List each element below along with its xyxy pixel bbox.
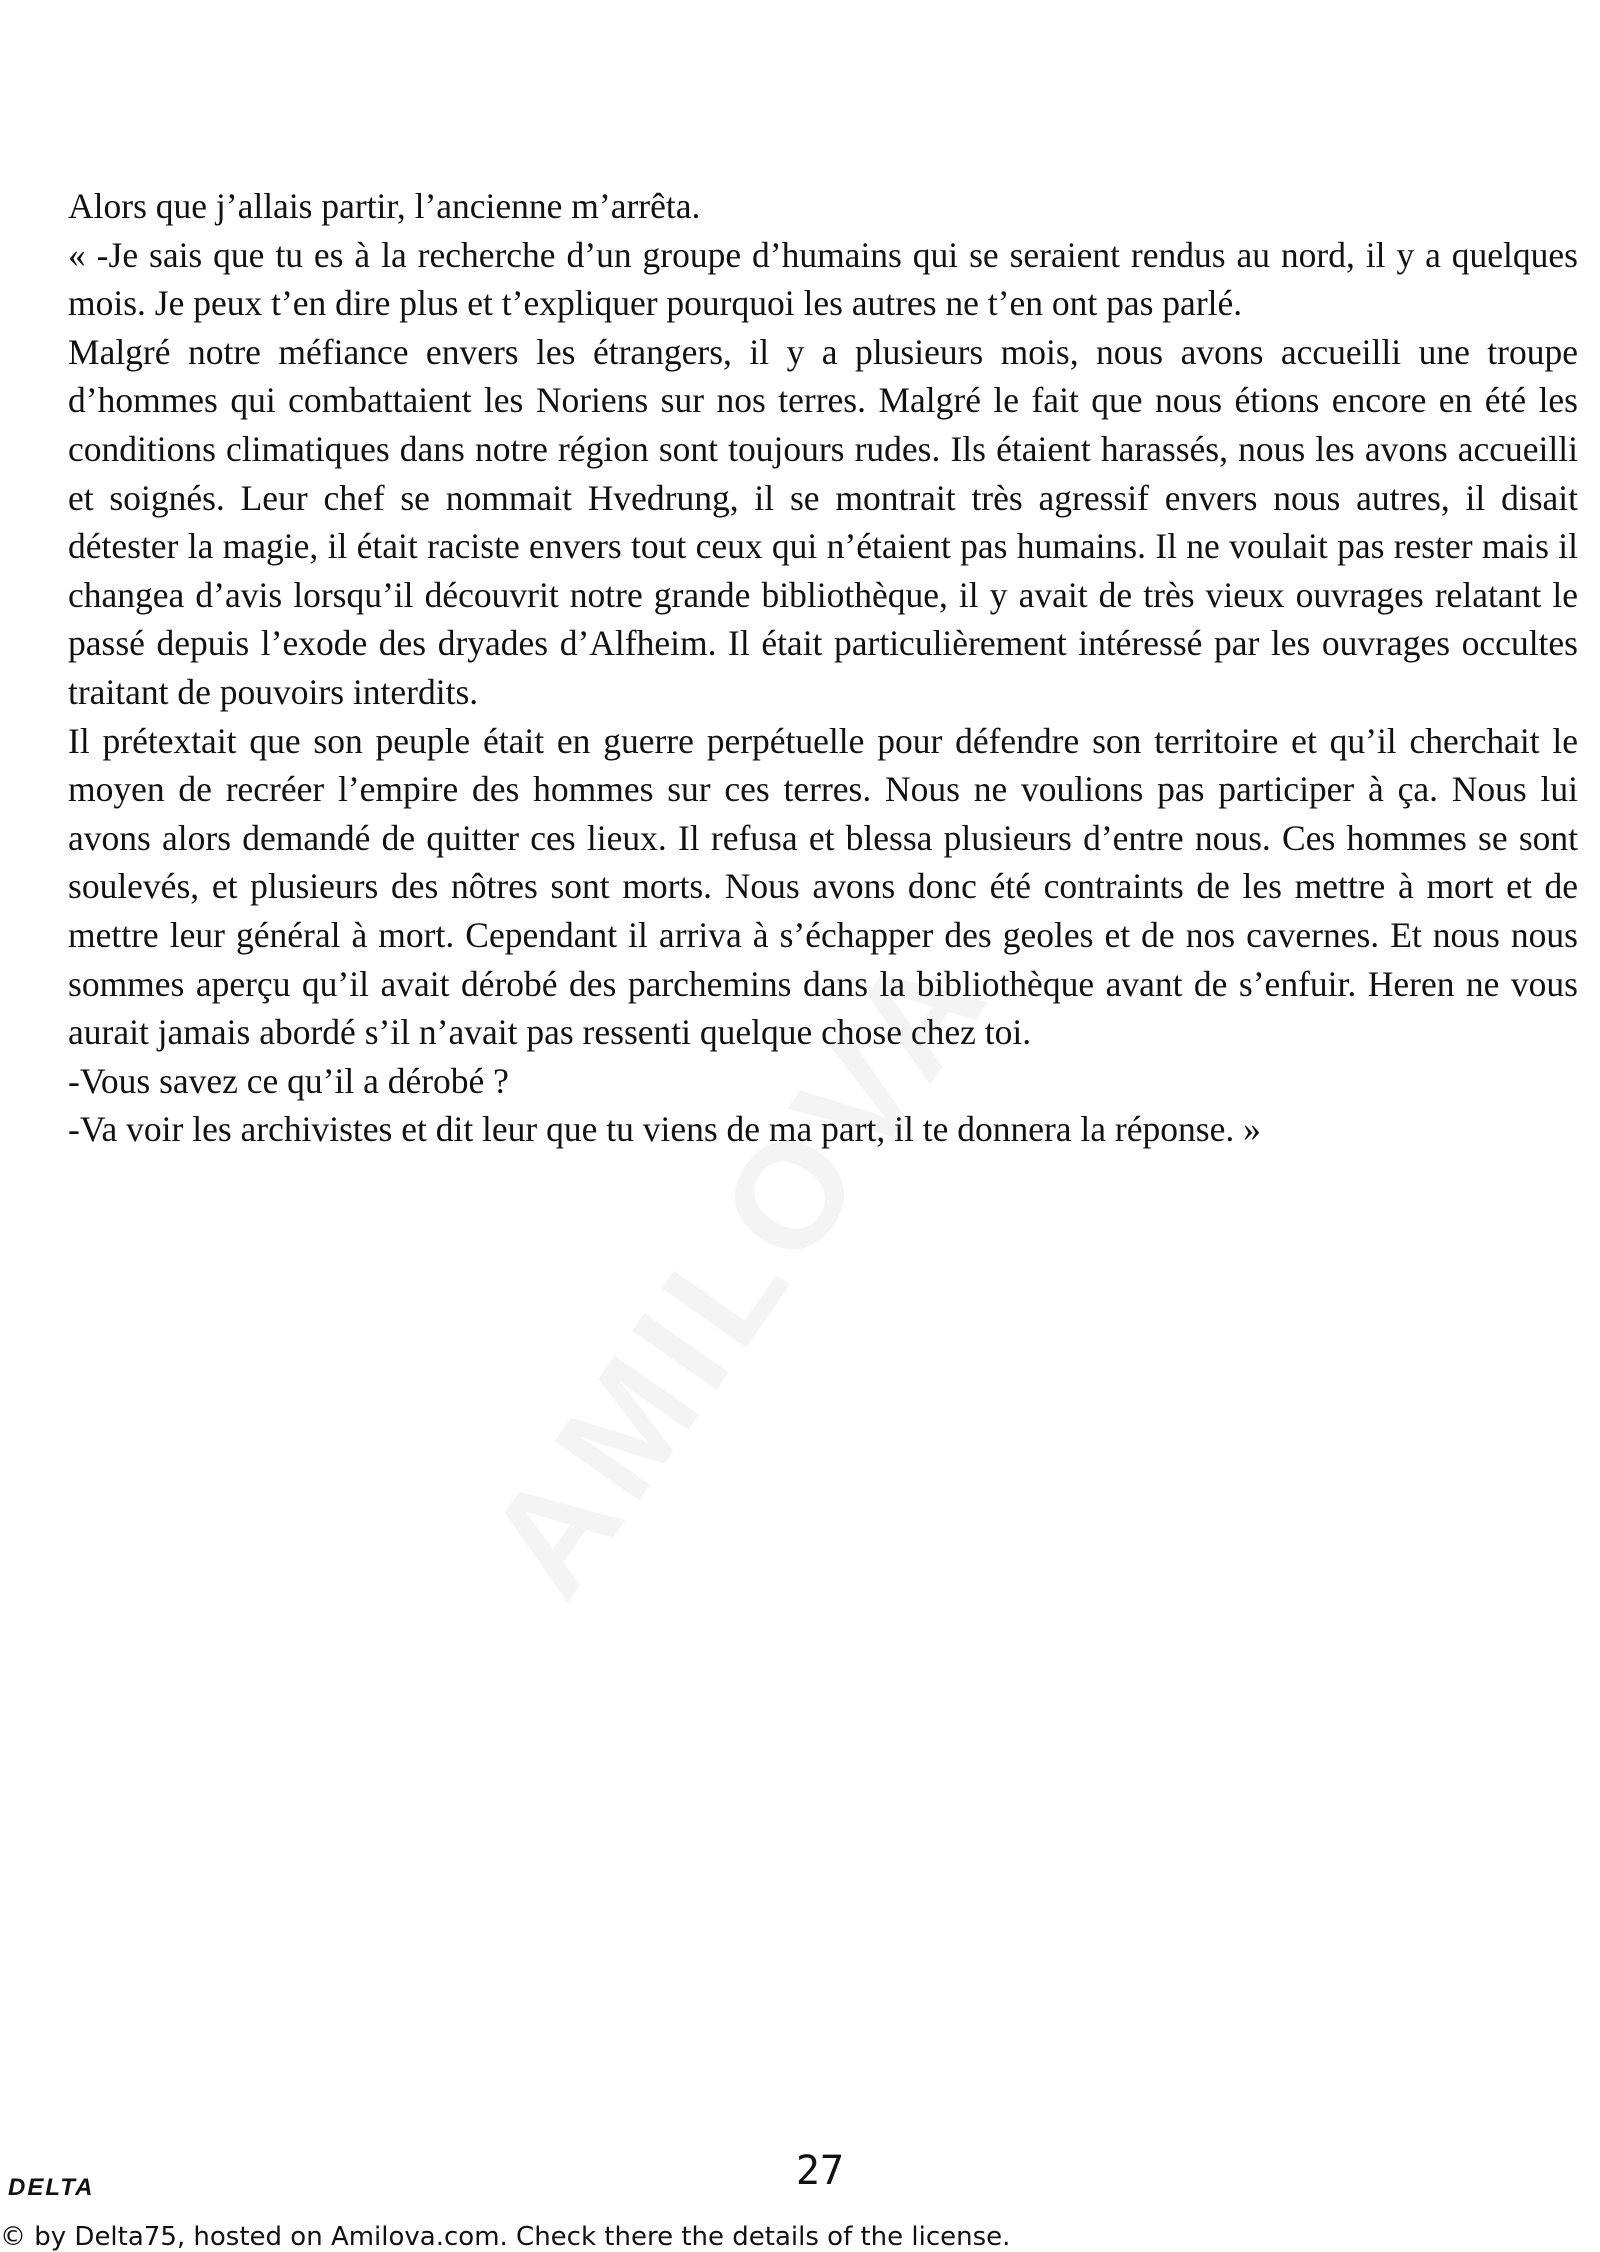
paragraph: -Va voir les archivistes et dit leur que tu viens de ma part, il te donnera la réponse. »: [68, 1109, 1261, 1150]
paragraph: Alors que j’allais partir, l’ancienne m’arrêta.: [68, 186, 701, 226]
paragraph: -Vous savez ce qu’il a dérobé ?: [68, 1060, 509, 1101]
paragraph: « -Je sais que tu es à la recherche d’un groupe d’humains qui se seraient rendus au nord, il y a quelques mois. Je peux t’en dire plus et t’expliquer pourquoi les autres ne t’en ont pas parlé.: [68, 234, 1578, 324]
page-number: 27: [795, 2148, 845, 2194]
story-text: [68, 182, 1578, 1154]
paragraph: Il prétextait que son peuple était en guerre perpétuelle pour défendre son territoire et qu’il cherchait le moyen de recréer l’empire des hommes sur ces terres. Nous ne voulions pas participer à ça. Nous lui avons alors demandé de quitter ces lieux. Il refusa et blessa plusieurs d’entre nous. Ces hommes se sont soulevés, et plusieurs des nôtres sont morts. Nous avons donc été contraints de les mettre à mort et de mettre leur général à mort. Cependant il arriva à s’échapper des geoles et de nos cavernes. Et nous nous sommes aperçu qu’il avait dérobé des parchemins dans la bibliothèque avant de s’enfuir. Heren ne vous aurait jamais abordé s’il n’avait pas ressenti quelque chose chez toi.: [68, 720, 1578, 1053]
copyright-notice: © by Delta75, hosted on Amilova.com. Check there the details of the license.: [0, 2222, 1011, 2252]
paragraph: Malgré notre méfiance envers les étrangers, il y a plusieurs mois, nous avons accueilli une troupe d’hommes qui combattaient les Noriens sur nos terres. Malgré le fait que nous étions encore en été les conditions climatiques dans notre région sont toujours rudes. Ils étaient harassés, nous les avons accueilli et soignés. Leur chef se nommait Hvedrung, il se montrait très agressif envers nous autres, il disait détester la magie, il était raciste envers tout ceux qui n’étaient pas humains. Il ne voulait pas rester mais il changea d’avis lorsqu’il découvrit notre grande bibliothèque, il y avait de très vieux ouvrages relatant le passé depuis l’exode des dryades d’Alfheim. Il était particulièrement intéressé par les ouvrages occultes traitant de pouvoirs interdits.: [68, 331, 1578, 712]
delta-logo: DELTA: [8, 2174, 95, 2201]
